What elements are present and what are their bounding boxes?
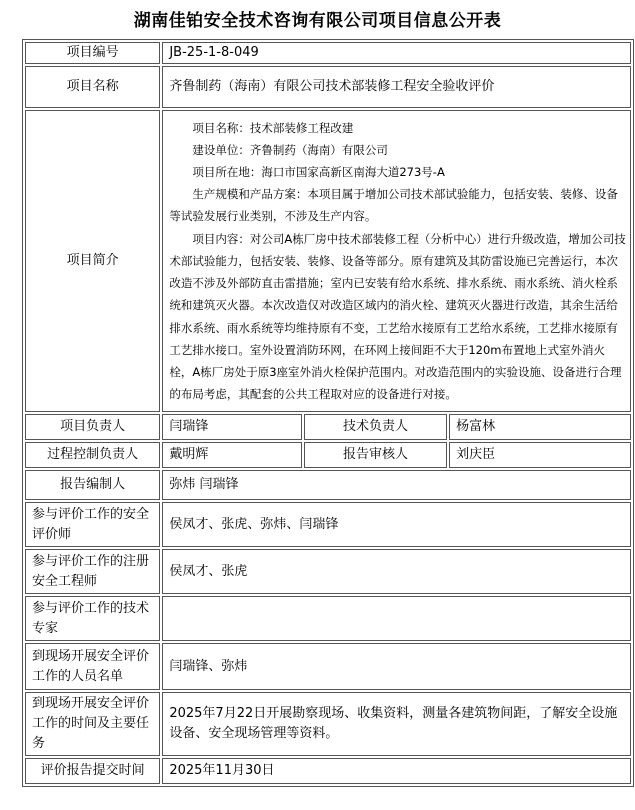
project-name-value: 齐鲁制药（海南）有限公司技术部装修工程安全验收评价: [162, 66, 631, 108]
row-project-name: [25, 66, 631, 108]
intro-paragraph: 项目名称：技术部装修工程改建: [192, 120, 354, 135]
project-lead-value: 闫瑞锋: [162, 414, 301, 440]
row-evaluators: [25, 502, 631, 547]
row-onsite-staff: [25, 643, 631, 690]
project-lead-label: 项目负责人: [25, 414, 160, 440]
process-lead-value: 戴明辉: [162, 442, 301, 468]
project-info-table: [22, 39, 634, 787]
row-report-author: [25, 470, 631, 500]
intro-paragraph: 项目内容：对公司A栋厂房中技术部装修工程（分析中心）进行升级改造，增加公司技术部试验能力，包括安装、装修、设备等部分。原有建筑及其防雷设施已完善运行，本次改造不涉及外部防直击雷措施；室内已安装有给水系统、排水系统、雨水系统、消火栓系统和建筑灭火器。本次改造仅对改造区域内的消火栓、建筑灭火器进行改造，其余生活给排水系统、雨水系统等均维持原有不变，工艺给水接原有工艺给水系统，工艺排水接原有工艺排水接口。室外设置消防环网，在环网上接间距不大于120m布置地上式室外消火栓，A栋厂房处于原3座室外消火栓保护范围内。对改造范围内的实验设施、设备进行合理的布局考虑，其配套的公共工程取对应的设备进行对接。: [169, 231, 626, 402]
project-name-label: 项目名称: [25, 66, 160, 108]
row-project-intro: [25, 110, 631, 412]
experts-label: 参与评价工作的技术专家: [25, 596, 160, 641]
onsite-time-label: 到现场开展安全评价工作的时间及主要任务: [25, 692, 160, 756]
project-intro-label: 项目简介: [25, 110, 160, 412]
report-reviewer-value: 刘庆臣: [449, 442, 631, 468]
row-engineers: [25, 549, 631, 594]
engineers-label: 参与评价工作的注册安全工程师: [25, 549, 160, 594]
intro-paragraph: 生产规模和产品方案：本项目属于增加公司技术部试验能力，包括安装、装修、设备等试验发展行业类别，不涉及生产内容。: [169, 187, 618, 224]
report-reviewer-label: 报告审核人: [304, 442, 447, 468]
row-experts: [25, 596, 631, 641]
process-lead-label: 过程控制负责人: [25, 442, 160, 468]
project-no-label: 项目编号: [25, 42, 160, 64]
evaluators-value: 侯凤才、张虎、弥炜、闫瑞锋: [162, 502, 631, 547]
row-onsite-time: [25, 692, 631, 756]
report-author-value: 弥炜 闫瑞锋: [162, 470, 631, 500]
project-no-value: JB-25-1-8-049: [162, 42, 631, 64]
submit-time-label: 评价报告提交时间: [25, 758, 160, 784]
onsite-staff-label: 到现场开展安全评价工作的人员名单: [25, 643, 160, 690]
row-submit-time: [25, 758, 631, 784]
row-leads: [25, 414, 631, 440]
report-author-label: 报告编制人: [25, 470, 160, 500]
intro-paragraph: 建设单位：齐鲁制药（海南）有限公司: [192, 142, 388, 157]
page-title: 湖南佳铂安全技术咨询有限公司项目信息公开表: [133, 11, 502, 31]
engineers-value: 侯凤才、张虎: [162, 549, 631, 594]
onsite-time-value: 2025年7月22日开展勘察现场、收集资料，测量各建筑物间距，了解安全设施设备、安全现场管理等资料。: [162, 692, 631, 756]
row-control: [25, 442, 631, 468]
onsite-staff-value: 闫瑞锋、弥炜: [162, 643, 631, 690]
project-intro-content: [162, 110, 631, 412]
row-project-no: [25, 42, 631, 64]
tech-lead-label: 技术负责人: [304, 414, 447, 440]
submit-time-value: 2025年11月30日: [162, 758, 631, 784]
experts-value: [162, 596, 631, 641]
evaluators-label: 参与评价工作的安全评价师: [25, 502, 160, 547]
intro-paragraph: 项目所在地：海口市国家高新区南海大道273号-A: [192, 165, 445, 180]
tech-lead-value: 杨富林: [449, 414, 631, 440]
